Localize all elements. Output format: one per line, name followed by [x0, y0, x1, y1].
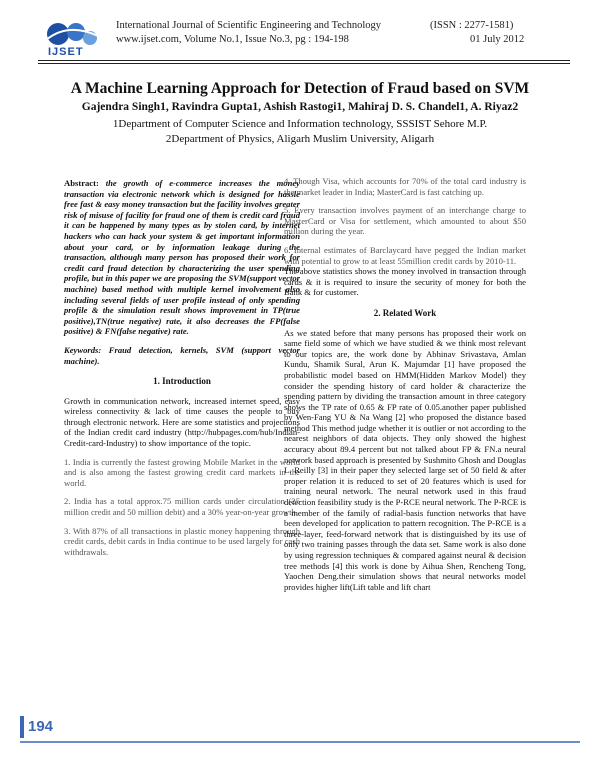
issn: (ISSN : 2277-1581) — [430, 20, 514, 31]
logo-wordmark: IJSET — [48, 46, 84, 58]
affiliation-1: 1Department of Computer Science and Information technology, SSSIST Sehore M.P. — [112, 118, 488, 130]
statistic-item: 4. Though Visa, which accounts for 70% of the total card industry is the market leader in India; MasterCard is fast catching up. — [284, 176, 526, 197]
statistic-item: 3. With 87% of all transactions in plastic money happening through credit cards, debit cards in India continue to be used largely for cash withdrawals. — [64, 525, 300, 557]
site-issue: www.ijset.com, Volume No.1, Issue No.3, pg : 194-198 — [116, 34, 349, 45]
section-heading-related-work: 2. Related Work — [373, 307, 437, 318]
abstract-label: Abstract: — [64, 178, 99, 188]
paper-title: A Machine Learning Approach for Detection of Fraud based on SVM — [70, 80, 530, 97]
statistic-item: 2. India has a total approx.75 million cards under circulation (25 million credit and 50 million debit) and a 30% year-on-year growth. — [64, 496, 300, 518]
intro-paragraph: Growth in communication network, increased internet speed, easy wireless connectivity & lack of time causes the people to buy through electronic network. Here are some statistics and projections of the Indian credit card industry (http://hubpages.com/hub/Indian-Credit-card-Industry) to show importance of the topic. — [64, 395, 300, 449]
author-list: Gajendra Singh1, Ravindra Gupta1, Ashish Rastogi1, Mahiraj D. S. Chandel1, A. Riyaz2 — [81, 101, 519, 113]
statistic-item: 5. Every transaction involves payment of an interchange charge to MasterCard or Visa for settlement, which amounted to about $50 million during the year. — [284, 205, 526, 237]
section-heading-introduction: 1. Introduction — [153, 376, 211, 387]
keywords: Keywords: Fraud detection, kernels, SVM (support vector machine). — [64, 344, 300, 366]
statistic-item: 6. Internal estimates of Barclaycard have pegged the Indian market with potential to grow to at least 55million credit cards by 2010-11. — [284, 244, 526, 266]
affiliation-2: 2Department of Physics, Aligarh Muslim University, Aligarh — [165, 133, 435, 145]
page-header — [0, 0, 600, 64]
page-number-bar — [20, 716, 24, 738]
right-column — [284, 176, 526, 600]
related-work-paragraph: As we stated before that many persons has proposed their work on same field some of which we have studied & we think most relevant to our topics are, the work done by Abhinav Srivastava, Amlan Kundu, Shamik Sural, Arun K. Majumdar [1] have proposed the probabilistic model based on HMM(Hidden Markov Model) they consider the spending history of card holder & characterize the spending pattern by dividing the transaction amount in three category shows the TP rate of 0.65 & FP rate of 0.05.another paper published by Wen-Fang YU & Na Wang [2] who proposed the distance based method This method judge whether it is outlier or not according to the nearest neighbors of data objects. They only showed the highest accuracy about 89.4 percent but not talked about FP & FN.a neural network based approach is presented by Sushmito Ghosh and Douglas L. Reilly [3] in their paper they selected large set of 50 field & after proper relation it is reduced to set of 20 features which is used for training neural network. The neural network used in this fraud detection feasibility study is the P-RCE neural network. The P-RCE is a member of the family of radial-basis function networks that have been developed for application to pattern recognition. The P-RCE is a three-layer, feed-forward network that is distinguished by its use of only two training passes through the data set. Same work is also done by using regression techniques & compared against neural & decision tree methods [4] this work is done by Aihua Shen, Rencheng Tong, Yaochen Deng.their simulation shows that neural networks model provides higher lift(Lift table and lift chart — [284, 327, 526, 592]
page-number: 194 — [28, 718, 54, 735]
journal-name: International Journal of Scientific Engineering and Technology — [116, 20, 381, 31]
header-rule — [38, 60, 570, 61]
statistic-item: 1. India is currently the fastest growing Mobile Market in the world and is also among the fastest growing credit card markets in the world. — [64, 456, 300, 488]
issue-date: 01 July 2012 — [470, 34, 525, 45]
left-column — [64, 178, 300, 565]
footer-rule — [20, 741, 580, 743]
header-rule-2 — [38, 63, 570, 64]
stats-summary: The above statistics shows the money involved in transaction through cards & it is required to insure the security of money for both the Bank & for customer. — [284, 266, 526, 298]
abstract — [64, 178, 300, 337]
abstract-text: the growth of e-commerce increases the money transaction via electronic network which is designed for hassle free fast & easy money transaction but the facility involves greater risk of misuse of facility for fraud one of them is credit card fraud it can be happened by many types as by stolen card, by internet hackers who can hack your system & get important information about your card, or by information leakage during the transaction, although many person has proposed their work for credit card fraud detection by characterizing the user spending profile, but in this paper we are proposing the SVM(support vector machine) based method with multiple kernel involvement also including several fields of user profile instead of only spending profile & the simulation result shows improvement in TP(true positive),TN(true negative) rate, it also decreases the FP(false positive) & FN(false negative) rate. — [64, 178, 300, 337]
